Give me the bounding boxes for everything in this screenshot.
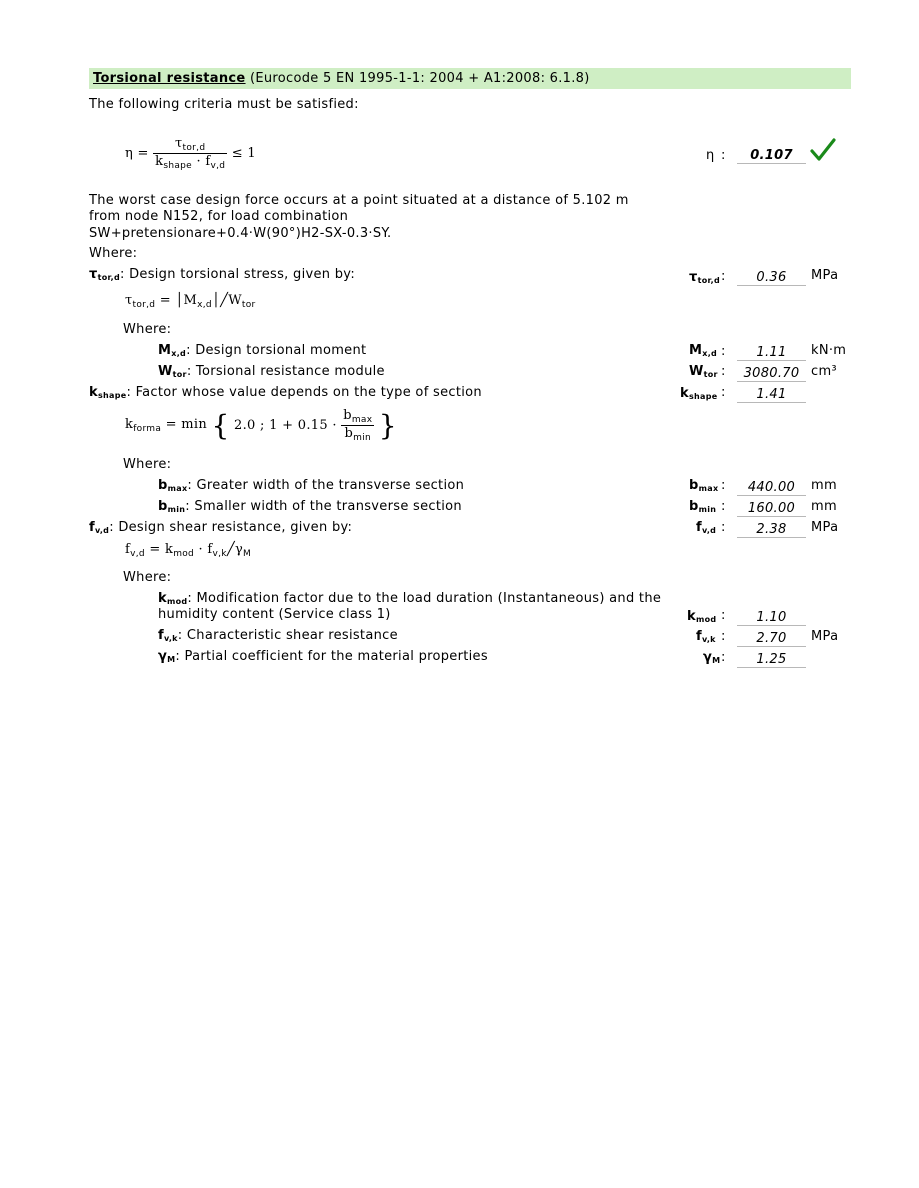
wtor-symbol: $W_{tor}$ — [689, 364, 718, 379]
tau-unit: MPa — [811, 268, 839, 283]
wtor-value: 3080.70 — [737, 366, 806, 382]
tau-formula: $\tau_{tor,d}$ = $│M_{x,d}│╱W_{tor}$ — [125, 293, 256, 310]
colon: : — [721, 608, 726, 623]
colon: : — [721, 520, 726, 535]
tau-where-label: Where: — [123, 322, 172, 337]
colon: : — [721, 269, 726, 284]
colon: : — [721, 364, 726, 379]
mxd-symbol: $M_{x,d}$ — [689, 343, 718, 358]
kshape-value: 1.41 — [737, 387, 806, 403]
kshape-label: $k_{shape}$: Factor whose value depends on the type of section — [89, 385, 482, 400]
section-reference: (Eurocode 5 EN 1995-1-1: 2004 + A1:2008: 6.1.8) — [249, 71, 590, 86]
bmax-unit: mm — [811, 478, 837, 493]
kmod-label: $k_{mod}$: Modification factor due to the load duration (Instantaneous) and the — [158, 591, 662, 606]
gamma-symbol: $\gamma_M$ — [703, 650, 721, 665]
worst-case-line-1: The worst case design force occurs at a point situated at a distance of 5.102 m — [89, 193, 629, 208]
kshape-where-label: Where: — [123, 457, 172, 472]
kshape-formula: $k_{forma} = \min$ { 2.0 ; 1 + 0.15 · $\frac{b_{max}}{b_{min}}$ } — [125, 408, 397, 443]
gamma-value: 1.25 — [737, 652, 806, 668]
bmin-value: 160.00 — [737, 501, 806, 517]
fvd-formula: $f_{v,d} = k_{mod}$ · $f_{v,k}╱\gamma_M$ — [125, 542, 252, 559]
fvk-symbol: $f_{v,k}$ — [696, 629, 716, 644]
bmax-symbol: $b_{max}$ — [689, 478, 719, 493]
kmod-label-line-2: humidity content (Service class 1) — [158, 607, 391, 622]
tau-label: $\tau_{tor,d}$: Design torsional stress, given by: — [89, 267, 356, 282]
eta-value: 0.107 — [737, 148, 806, 164]
bmin-unit: mm — [811, 499, 837, 514]
tau-value: 0.36 — [737, 270, 806, 286]
fvd-symbol: $f_{v,d}$ — [696, 520, 717, 535]
kmod-symbol: $k_{mod}$ — [687, 609, 717, 624]
eta-symbol: η — [706, 148, 715, 163]
where-label: Where: — [89, 246, 138, 261]
mxd-label: $M_{x,d}$: Design torsional moment — [158, 343, 367, 358]
fvd-label: $f_{v,d}$: Design shear resistance, given by: — [89, 520, 353, 535]
colon: : — [721, 629, 726, 644]
bmax-value: 440.00 — [737, 480, 806, 496]
fvd-value: 2.38 — [737, 522, 806, 538]
kmod-value: 1.10 — [737, 610, 806, 626]
colon: : — [721, 385, 726, 400]
bmin-symbol: $b_{min}$ — [689, 499, 717, 514]
tau-symbol: $\tau_{tor,d}$ — [689, 270, 720, 285]
section-header — [89, 68, 851, 89]
colon: : — [721, 344, 726, 359]
mxd-value: 1.11 — [737, 345, 806, 361]
bmax-label: $b_{max}$: Greater width of the transverse section — [158, 478, 465, 493]
kshape-symbol: $k_{shape}$ — [680, 386, 718, 401]
colon: : — [721, 650, 726, 665]
wtor-unit: cm³ — [811, 364, 837, 379]
wtor-label: $W_{tor}$: Torsional resistance module — [158, 364, 385, 379]
section-title: Torsional resistance — [93, 71, 246, 86]
fvk-label: $f_{v,k}$: Characteristic shear resistance — [158, 628, 398, 643]
colon: : — [721, 499, 726, 514]
criterion-formula: η = $\frac{\tau_{tor,d}}{k_{shape} \cdot f_{v,d}}$ ≤ 1 — [125, 136, 256, 171]
gamma-label: $\gamma_M$: Partial coefficient for the material properties — [158, 649, 488, 664]
fvd-unit: MPa — [811, 520, 839, 535]
colon: : — [721, 148, 726, 163]
worst-case-line-3: SW+pretensionare+0.4·W(90°)H2-SX-0.3·SY. — [89, 226, 392, 241]
fvd-where-label: Where: — [123, 570, 172, 585]
fvk-value: 2.70 — [737, 631, 806, 647]
fvk-unit: MPa — [811, 629, 839, 644]
bmin-label: $b_{min}$: Smaller width of the transverse section — [158, 499, 462, 514]
mxd-unit: kN·m — [811, 343, 847, 358]
intro-text: The following criteria must be satisfied: — [89, 97, 359, 112]
checkmark-icon — [810, 138, 836, 166]
colon: : — [721, 478, 726, 493]
worst-case-line-2: from node N152, for load combination — [89, 209, 349, 224]
